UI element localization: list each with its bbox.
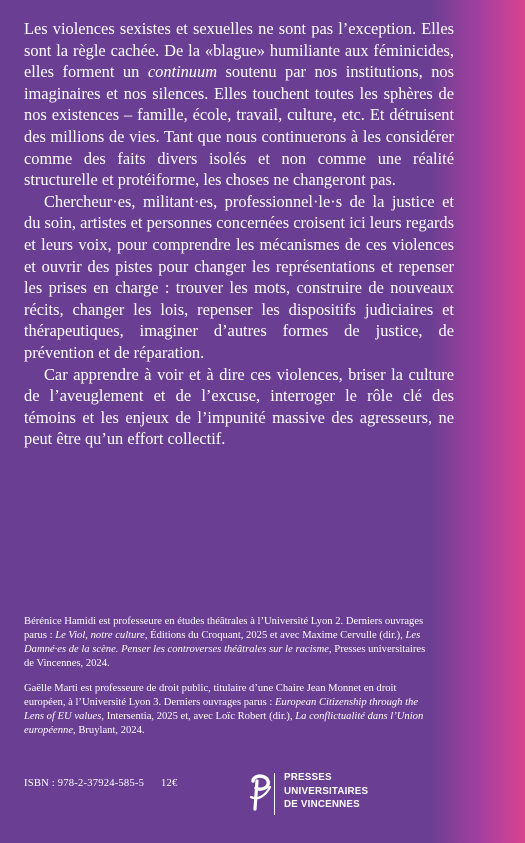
publisher-logo: [248, 771, 368, 831]
summary-paragraph-1: Les violences sexistes et sexuelles ne sont pas l’exception. Elles sont la règle cachée. De la «blague» humiliante aux féminicides, elles forment un continuum soutenu par nos institutions, nos imaginaires et nos silences. Elles touchent toutes les sphères de nos existences – famille, école, travail, culture, etc. Et détruisent des millions de vies. Tant que nous continuerons à les considérer comme des faits divers isolés et non comme une réalité structurelle et protéiforme, les choses ne changeront pas.: [24, 19, 455, 190]
author-bio-marti: Gaëlle Marti est professeure de droit public, titulaire d’une Chaire Jean Monnet en droit européen, à l’Université Lyon 3. Derniers ouvrages parus : European Citizenship through the Lens of EU values, Intersentia, 2025 et, avec Loïc Robert (dir.), La conflictualité dans l’Union européenne, Bruylant, 2024.: [24, 683, 424, 736]
publisher-name: PRESSES UNIVERSITAIRES DE VINCENNES: [284, 772, 369, 811]
isbn-number: ISBN : 978-2-37924-585-5: [24, 778, 145, 789]
summary-paragraph-2: Chercheur·es, militant·es, professionnel·le·s de la justice et du soin, artistes et personnes concernées croisent ici leurs regards et leurs voix, pour comprendre les mécanismes de ces violences et ouvrir des pistes pour changer les représentations et repenser les prises en charge : trouver les mots, construire de nouveaux récits, changer les lois, repenser les dispositifs judiciaires et thérapeutiques, imaginer d’autres formes de justice, de prévention et de réparation.: [24, 191, 454, 362]
logo-divider: [274, 773, 275, 815]
summary-paragraph-3: Car apprendre à voir et à dire ces violences, briser la culture de l’aveuglement et de l’excuse, interroger le rôle clé des témoins et les enjeux de l’impunité massive des agresseurs, ne peut être qu’un effort collectif.: [24, 364, 454, 449]
author-bio-hamidi: Bérénice Hamidi est professeure en études théâtrales à l’Université Lyon 2. Derniers ouvrages parus : Le Viol, notre culture, Éditions du Croquant, 2025 et avec Maxime Cervulle (dir.), Les Damné·es de la scène. Penser les controverses théâtrales sur le racisme, Presses universitaires de Vincennes, 2024.: [24, 616, 426, 669]
back-cover-summary: [24, 18, 454, 450]
price: 12€: [161, 778, 178, 789]
puv-logo-icon: [248, 771, 274, 815]
isbn-price-line: [24, 778, 178, 789]
continuum-emphasis: continuum: [147, 62, 218, 82]
